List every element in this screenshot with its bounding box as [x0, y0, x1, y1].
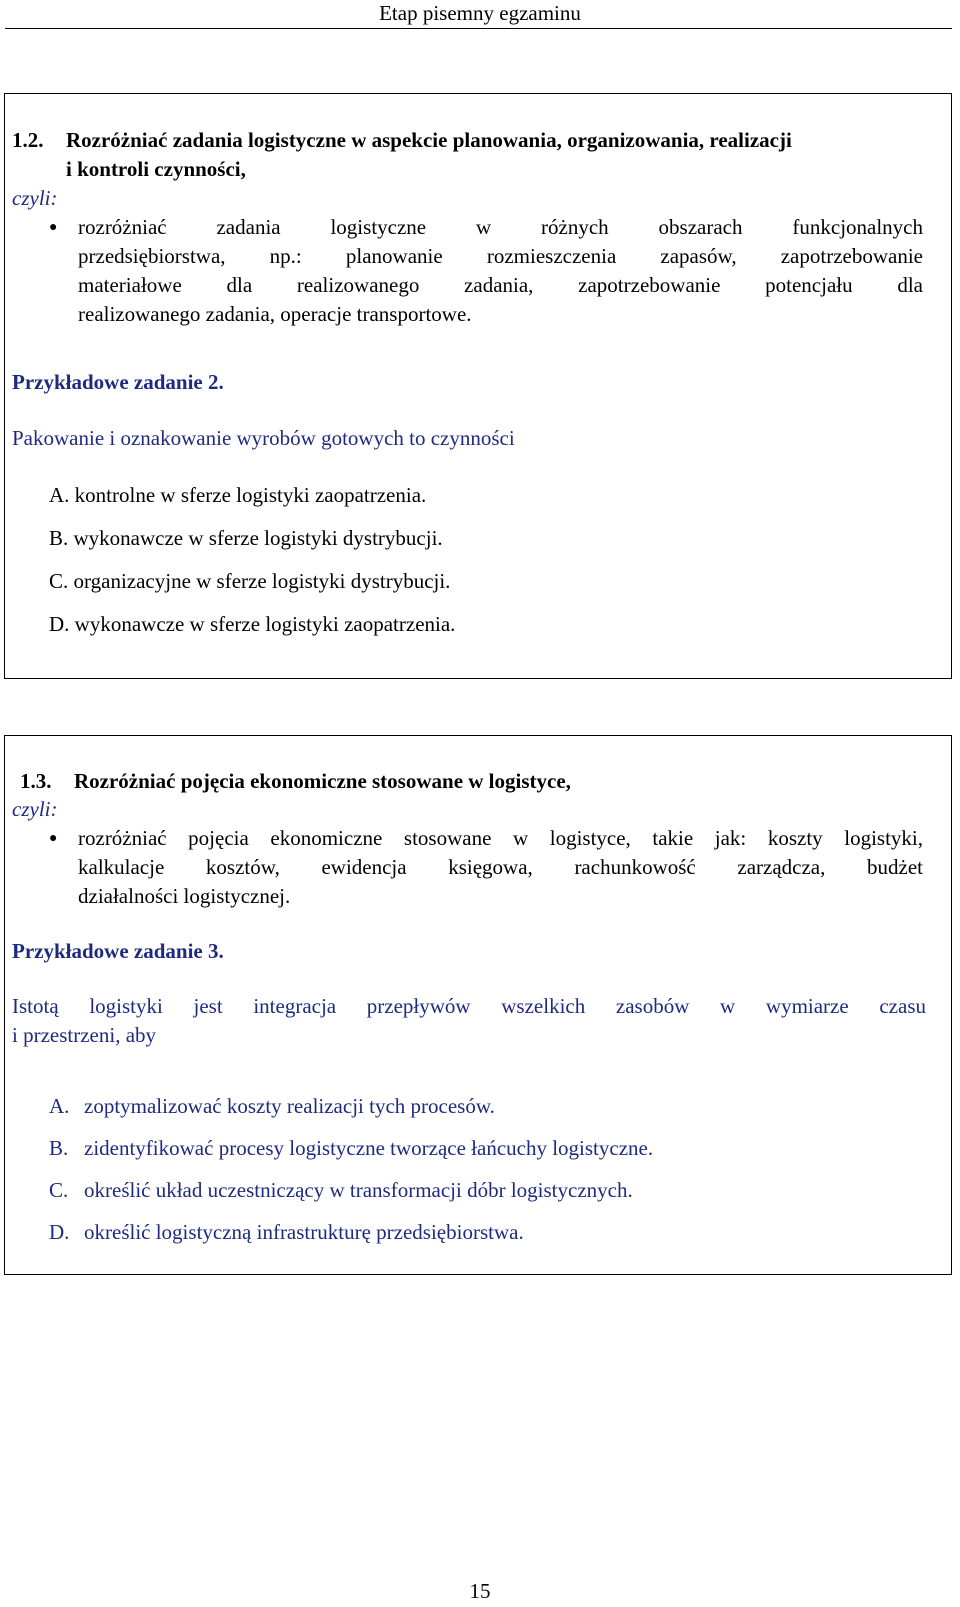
answer-option-b-letter: B. [49, 1136, 69, 1160]
answer-option-a-letter: A. [49, 1094, 70, 1118]
answer-option-b-text: zidentyfikować procesy logistyczne tworzące łańcuchy logistyczne. [84, 1136, 654, 1160]
section-1-3-bullet-line: działalności logistycznej. [78, 884, 291, 908]
section-1-2-bullet-line: materiałowe dla realizowanego zadania, zapotrzebowanie potencjału dla [78, 273, 923, 297]
example-task-2-question: Pakowanie i oznakowanie wyrobów gotowych to czynności [12, 426, 515, 450]
answer-option-a: A. kontrolne w sferze logistyki zaopatrzenia. [49, 483, 427, 507]
section-1-2-czyli: czyli: [12, 186, 58, 210]
answer-option-c-letter: C. [49, 1178, 69, 1202]
section-1-2-bullet-line: rozróżniać zadania logistyczne w różnych obszarach funkcjonalnych [78, 215, 923, 239]
answer-option-b: B. wykonawcze w sferze logistyki dystrybucji. [49, 526, 443, 550]
answer-option-a-text: zoptymalizować koszty realizacji tych procesów. [84, 1094, 495, 1118]
answer-option-d: D. wykonawcze w sferze logistyki zaopatrzenia. [49, 612, 456, 636]
answer-option-d-letter: D. [49, 1220, 70, 1244]
section-1-2-number: 1.2. [12, 128, 44, 152]
header-title: Etap pisemny egzaminu [379, 1, 581, 25]
section-1-2-title-line1: Rozróżniać zadania logistyczne w aspekcie planowania, organizowania, realizacji [66, 128, 792, 152]
section-1-3-title: Rozróżniać pojęcia ekonomiczne stosowane w logistyce, [74, 769, 571, 793]
section-1-3-number: 1.3. [20, 769, 52, 793]
section-1-2-title-line2: i kontroli czynności, [66, 157, 246, 181]
section-1-3-czyli: czyli: [12, 797, 58, 821]
section-1-2-bullet-line: realizowanego zadania, operacje transportowe. [78, 302, 472, 326]
answer-option-d-text: określić logistyczną infrastrukturę przedsiębiorstwa. [84, 1220, 524, 1244]
example-task-2-heading: Przykładowe zadanie 2. [12, 370, 224, 394]
answer-option-c-text: określić układ uczestniczący w transformacji dóbr logistycznych. [84, 1178, 633, 1202]
example-task-3-heading: Przykładowe zadanie 3. [12, 939, 224, 963]
answer-option-c: C. organizacyjne w sferze logistyki dystrybucji. [49, 569, 451, 593]
example-task-3-question-line: Istotą logistyki jest integracja przepływów wszelkich zasobów w wymiarze czasu [12, 994, 926, 1018]
bullet-icon: ● [49, 831, 58, 846]
bullet-icon: ● [49, 220, 58, 235]
section-1-3-bullet-line: rozróżniać pojęcia ekonomiczne stosowane w logistyce, takie jak: koszty logistyki, [78, 826, 923, 850]
header-divider [5, 28, 952, 29]
section-1-2-bullet-line: przedsiębiorstwa, np.: planowanie rozmieszczenia zapasów, zapotrzebowanie [78, 244, 923, 268]
section-1-3-bullet-line: kalkulacje kosztów, ewidencja księgowa, rachunkowość zarządcza, budżet [78, 855, 923, 879]
example-task-3-question-line: i przestrzeni, aby [12, 1023, 157, 1047]
page-number: 15 [469, 1579, 491, 1603]
